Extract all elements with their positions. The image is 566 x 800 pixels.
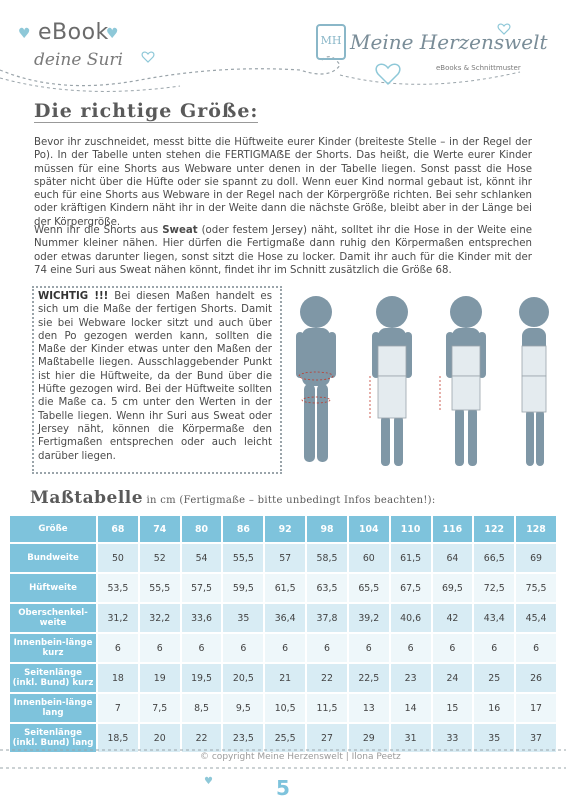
table-cell: 33: [433, 724, 473, 752]
table-cell: 10,5: [265, 694, 305, 722]
table-cell: 75,5: [516, 574, 556, 602]
table-cell: 72,5: [474, 574, 514, 602]
copyright-text: © copyright Meine Herzenswelt | Ilona Peetz: [200, 752, 401, 762]
section-heading-table: Maßtabelle in cm (Fertigmaße – bitte unbedingt Infos beachten!):: [30, 488, 436, 508]
table-cell: 23: [391, 664, 431, 692]
size-header-cell: 116: [433, 516, 473, 542]
table-cell: 6: [391, 634, 431, 662]
table-cell: 40,6: [391, 604, 431, 632]
table-cell: 6: [98, 634, 138, 662]
table-cell: 20,5: [223, 664, 263, 692]
size-header-cell: 122: [474, 516, 514, 542]
table-row: [10, 544, 556, 572]
table-cell: 29: [349, 724, 389, 752]
table-cell: 24: [433, 664, 473, 692]
table-cell: 6: [265, 634, 305, 662]
table-cell: 23,5: [223, 724, 263, 752]
table-cell: 13: [349, 694, 389, 722]
table-cell: 63,5: [307, 574, 347, 602]
table-cell: 14: [391, 694, 431, 722]
size-table: [8, 514, 558, 754]
table-cell: 37,8: [307, 604, 347, 632]
table-cell: 32,2: [140, 604, 180, 632]
table-cell: 45,4: [516, 604, 556, 632]
table-cell: 18: [98, 664, 138, 692]
table-cell: 42: [433, 604, 473, 632]
size-header-cell: 128: [516, 516, 556, 542]
table-cell: 21: [265, 664, 305, 692]
logo-subtitle: eBooks & Schnittmuster: [436, 64, 521, 72]
table-cell: 54: [182, 544, 222, 572]
table-cell: 6: [349, 634, 389, 662]
table-cell: 39,2: [349, 604, 389, 632]
size-header-cell: 80: [182, 516, 222, 542]
logo-monogram: MH: [316, 24, 346, 60]
table-cell: 57,5: [182, 574, 222, 602]
table-cell: 7: [98, 694, 138, 722]
table-cell: 9,5: [223, 694, 263, 722]
table-cell: 6: [223, 634, 263, 662]
table-cell: 20: [140, 724, 180, 752]
size-header-cell: 68: [98, 516, 138, 542]
table-row: [10, 634, 556, 662]
row-label: Seitenlänge (inkl. Bund) lang: [10, 724, 96, 752]
table-cell: 59,5: [223, 574, 263, 602]
ebook-subtitle: deine Suri: [34, 50, 123, 70]
table-cell: 37: [516, 724, 556, 752]
table-cell: 18,5: [98, 724, 138, 752]
table-cell: 53,5: [98, 574, 138, 602]
table-cell: 22: [182, 724, 222, 752]
section-heading-size: Die richtige Größe:: [34, 100, 259, 122]
table-cell: 22: [307, 664, 347, 692]
table-cell: 31: [391, 724, 431, 752]
table-cell: 6: [140, 634, 180, 662]
table-cell: 16: [474, 694, 514, 722]
row-label: Innenbein-länge kurz: [10, 634, 96, 662]
table-cell: 6: [433, 634, 473, 662]
table-cell: 55,5: [223, 544, 263, 572]
table-row: [10, 574, 556, 602]
table-cell: 35: [474, 724, 514, 752]
table-cell: 69,5: [433, 574, 473, 602]
table-cell: 60: [349, 544, 389, 572]
table-cell: 66,5: [474, 544, 514, 572]
important-label: WICHTIG !!!: [38, 291, 109, 302]
table-cell: 25,5: [265, 724, 305, 752]
logo-text: Meine Herzenswelt: [350, 30, 548, 54]
table-cell: 55,5: [140, 574, 180, 602]
table-cell: 15: [433, 694, 473, 722]
size-header-cell: 104: [349, 516, 389, 542]
table-cell: 67,5: [391, 574, 431, 602]
heart-icon: ♥: [106, 26, 119, 42]
child-silhouettes-illustration: [290, 290, 556, 480]
table-cell: 11,5: [307, 694, 347, 722]
table-cell: 22,5: [349, 664, 389, 692]
size-header-cell: 98: [307, 516, 347, 542]
table-cell: 61,5: [391, 544, 431, 572]
table-header-row: [10, 516, 556, 542]
paragraph-intro: Bevor ihr zuschneidet, messt bitte die Hüftweite eurer Kinder (breiteste Stelle – in der Regel der Po). In der Tabelle unten stehen die FERTIGMAẞE der Shorts. Das heißt, die Werte eurer Kinder müssen für eine Shorts aus Webware unter denen in der Tabelle liegen. Sonst passt die Hose später nicht über die Hüfte oder sie spannt zu doll. Wenn euer Kind normal gebaut ist, könnt ihr euch für eine Shorts aus Webware in der Regel nach der Körpergröße richten. Bei sehr schlanken oder kräftigen Kindern näht ihr in der Weite dann die nächste Größe, bleibt aber in der Länge bei der Körpergröße.: [34, 137, 532, 228]
table-row: [10, 694, 556, 722]
table-cell: 19: [140, 664, 180, 692]
table-cell: 6: [516, 634, 556, 662]
table-cell: 50: [98, 544, 138, 572]
size-header-cell: 92: [265, 516, 305, 542]
table-cell: 43,4: [474, 604, 514, 632]
table-header-label: Größe: [10, 516, 96, 542]
table-cell: 33,6: [182, 604, 222, 632]
row-label: Bundweite: [10, 544, 96, 572]
table-cell: 26: [516, 664, 556, 692]
row-label: Innenbein-länge lang: [10, 694, 96, 722]
size-header-cell: 110: [391, 516, 431, 542]
table-row: [10, 604, 556, 632]
row-label: Seitenlänge (inkl. Bund) kurz: [10, 664, 96, 692]
heart-icon: ♥: [18, 26, 31, 42]
row-label: Hüftweite: [10, 574, 96, 602]
size-header-cell: 74: [140, 516, 180, 542]
table-cell: 6: [182, 634, 222, 662]
table-cell: 25: [474, 664, 514, 692]
table-cell: 52: [140, 544, 180, 572]
table-cell: 61,5: [265, 574, 305, 602]
table-cell: 69: [516, 544, 556, 572]
table-row: [10, 664, 556, 692]
table-cell: 19,5: [182, 664, 222, 692]
heart-icon: ♥: [204, 776, 213, 787]
table-cell: 17: [516, 694, 556, 722]
table-cell: 58,5: [307, 544, 347, 572]
row-label: Oberschenkel-weite: [10, 604, 96, 632]
table-cell: 27: [307, 724, 347, 752]
table-cell: 65,5: [349, 574, 389, 602]
size-header-cell: 86: [223, 516, 263, 542]
page-number: 5: [276, 776, 290, 800]
table-cell: 57: [265, 544, 305, 572]
table-cell: 36,4: [265, 604, 305, 632]
table-cell: 6: [474, 634, 514, 662]
table-cell: 7,5: [140, 694, 180, 722]
table-cell: 31,2: [98, 604, 138, 632]
ebook-title: eBook: [38, 20, 109, 45]
table-cell: 35: [223, 604, 263, 632]
table-cell: 64: [433, 544, 473, 572]
table-cell: 8,5: [182, 694, 222, 722]
paragraph-sweat: Wenn ihr die Shorts aus Sweat (oder festem Jersey) näht, solltet ihr die Hose in der Weite eine Nummer kleiner nähen. Hier dürfen die Fertigmaße dann ruhig den Körpermaßen entsprechen oder etwas darunter liegen, sonst sitzt die Hose zu locker. Damit ihr auch für die Kinder mit der 74 eine Suri aus Sweat nähen könnt, findet ihr im Schnitt zusätzlich die Größe 68.: [34, 225, 532, 276]
important-note: WICHTIG !!! Bei diesen Maßen handelt es sich um die Maße der fertigen Shorts. Damit sie bei Webware locker sitzt und auch über den Po gezogen werden kann, sollten die Maße der Kinder etwas unter den Maßen der Maßtabelle liegen. Ausschlaggebender Punkt ist hier die Hüftweite, da der Bund über die Hüfte gezogen wird. Bei der Hüftweite sollten die Maße ca. 5 cm unter den Werten in der Tabelle liegen. Wenn ihr Suri aus Sweat oder Jersey näht, können die Körpermaße den Fertigmaßen entsprechen oder auch leicht darüber liegen.: [38, 291, 272, 462]
table-cell: 6: [307, 634, 347, 662]
